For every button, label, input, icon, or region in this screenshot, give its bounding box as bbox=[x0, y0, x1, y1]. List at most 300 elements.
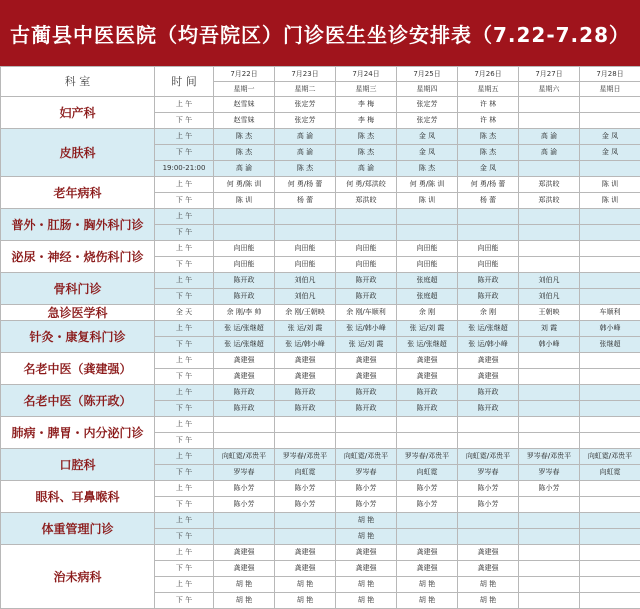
doctor-cell bbox=[397, 209, 458, 225]
session-time: 上 午 bbox=[155, 545, 214, 561]
session-time: 下 午 bbox=[155, 529, 214, 545]
doctor-cell: 陈小芳 bbox=[214, 481, 275, 497]
doctor-cell: 余 刚/李 帅 bbox=[214, 305, 275, 321]
weekday-header: 星期四 bbox=[397, 82, 458, 97]
doctor-cell bbox=[519, 353, 580, 369]
table-row bbox=[1, 241, 640, 257]
doctor-cell: 龚建强 bbox=[397, 561, 458, 577]
doctor-cell bbox=[580, 545, 640, 561]
doctor-cell bbox=[519, 241, 580, 257]
doctor-cell: 韩小峰 bbox=[580, 321, 640, 337]
doctor-cell: 龚建强 bbox=[214, 561, 275, 577]
doctor-cell: 李 梅 bbox=[336, 113, 397, 129]
doctor-cell: 何 勇/杨 蕾 bbox=[458, 177, 519, 193]
doctor-cell: 陈小芳 bbox=[397, 497, 458, 513]
doctor-cell: 赵雪妹 bbox=[214, 113, 275, 129]
doctor-cell bbox=[519, 385, 580, 401]
doctor-cell: 胡 艳 bbox=[397, 577, 458, 593]
doctor-cell bbox=[580, 513, 640, 529]
doctor-cell: 向田能 bbox=[275, 241, 336, 257]
session-time: 全 天 bbox=[155, 305, 214, 321]
doctor-cell: 陈小芳 bbox=[336, 497, 397, 513]
date-header: 7月28日 bbox=[580, 67, 640, 82]
date-header: 7月22日 bbox=[214, 67, 275, 82]
doctor-cell bbox=[580, 497, 640, 513]
doctor-cell: 向田能 bbox=[336, 257, 397, 273]
table-row bbox=[1, 417, 640, 433]
doctor-cell bbox=[580, 577, 640, 593]
doctor-cell: 刘伯凡 bbox=[275, 273, 336, 289]
doctor-cell bbox=[458, 417, 519, 433]
doctor-cell bbox=[275, 433, 336, 449]
session-time: 上 午 bbox=[155, 449, 214, 465]
doctor-cell: 金 凤 bbox=[397, 129, 458, 145]
doctor-cell: 龚建强 bbox=[214, 545, 275, 561]
doctor-cell: 向虹霓/邓贵平 bbox=[214, 449, 275, 465]
doctor-cell bbox=[214, 209, 275, 225]
doctor-cell: 胡 艳 bbox=[458, 593, 519, 609]
doctor-cell: 张定芳 bbox=[275, 113, 336, 129]
doctor-cell: 余 刚 bbox=[397, 305, 458, 321]
doctor-cell: 郑洪皎 bbox=[519, 193, 580, 209]
doctor-cell: 向虹霓/邓贵平 bbox=[580, 449, 640, 465]
doctor-cell: 龚建强 bbox=[336, 369, 397, 385]
doctor-cell bbox=[519, 577, 580, 593]
doctor-cell: 龚建强 bbox=[214, 353, 275, 369]
session-time: 下 午 bbox=[155, 337, 214, 353]
doctor-cell: 陈开政 bbox=[336, 385, 397, 401]
doctor-cell: 余 刚/车顺利 bbox=[336, 305, 397, 321]
session-time: 上 午 bbox=[155, 385, 214, 401]
table-row bbox=[1, 545, 640, 561]
date-header: 7月27日 bbox=[519, 67, 580, 82]
session-time: 下 午 bbox=[155, 497, 214, 513]
doctor-cell: 何 勇/陈 训 bbox=[214, 177, 275, 193]
doctor-cell bbox=[580, 161, 640, 177]
doctor-cell bbox=[580, 273, 640, 289]
department-name: 急诊医学科 bbox=[1, 305, 155, 321]
doctor-cell: 龚建强 bbox=[214, 369, 275, 385]
doctor-cell bbox=[519, 497, 580, 513]
doctor-cell: 何 勇/陈 训 bbox=[397, 177, 458, 193]
session-time: 上 午 bbox=[155, 481, 214, 497]
doctor-cell: 罗岑春 bbox=[458, 465, 519, 481]
doctor-cell: 向田能 bbox=[397, 257, 458, 273]
doctor-cell bbox=[519, 561, 580, 577]
doctor-cell: 张 运/韩小峰 bbox=[275, 337, 336, 353]
doctor-cell: 陈开政 bbox=[458, 401, 519, 417]
department-name: 治未病科 bbox=[1, 545, 155, 609]
doctor-cell: 龚建强 bbox=[275, 545, 336, 561]
doctor-cell: 张 运/张继超 bbox=[458, 321, 519, 337]
doctor-cell: 张 运/刘 霞 bbox=[275, 321, 336, 337]
doctor-cell bbox=[214, 513, 275, 529]
date-header: 7月25日 bbox=[397, 67, 458, 82]
session-time: 上 午 bbox=[155, 177, 214, 193]
doctor-cell: 龚建强 bbox=[397, 353, 458, 369]
doctor-cell: 陈 训 bbox=[397, 193, 458, 209]
dept-column-header: 科 室 bbox=[1, 67, 155, 97]
weekday-header: 星期六 bbox=[519, 82, 580, 97]
doctor-cell bbox=[458, 513, 519, 529]
doctor-cell: 罗岑春 bbox=[519, 465, 580, 481]
doctor-cell bbox=[519, 417, 580, 433]
doctor-cell: 龚建强 bbox=[336, 545, 397, 561]
session-time: 下 午 bbox=[155, 113, 214, 129]
doctor-cell: 陈小芳 bbox=[458, 481, 519, 497]
session-time: 下 午 bbox=[155, 401, 214, 417]
session-time: 19:00-21:00 bbox=[155, 161, 214, 177]
doctor-cell: 向虹霓 bbox=[580, 465, 640, 481]
doctor-cell: 金 凤 bbox=[580, 129, 640, 145]
doctor-cell: 刘 霞 bbox=[519, 321, 580, 337]
doctor-cell bbox=[580, 97, 640, 113]
doctor-cell: 陈 杰 bbox=[336, 129, 397, 145]
doctor-cell: 张 运/张继超 bbox=[397, 337, 458, 353]
doctor-cell: 张定芳 bbox=[397, 113, 458, 129]
session-time: 上 午 bbox=[155, 321, 214, 337]
doctor-cell: 张 运/刘 霞 bbox=[336, 337, 397, 353]
doctor-cell bbox=[397, 529, 458, 545]
department-name: 肺病・脾胃・内分泌门诊 bbox=[1, 417, 155, 449]
doctor-cell: 陈开政 bbox=[397, 401, 458, 417]
doctor-cell: 陈小芳 bbox=[519, 481, 580, 497]
doctor-cell bbox=[519, 225, 580, 241]
doctor-cell: 陈 杰 bbox=[458, 129, 519, 145]
doctor-cell: 向田能 bbox=[275, 257, 336, 273]
doctor-cell: 陈小芳 bbox=[275, 481, 336, 497]
doctor-cell: 龚建强 bbox=[458, 353, 519, 369]
session-time: 上 午 bbox=[155, 577, 214, 593]
date-header: 7月23日 bbox=[275, 67, 336, 82]
doctor-cell: 郑洪皎 bbox=[519, 177, 580, 193]
doctor-cell bbox=[580, 257, 640, 273]
doctor-cell bbox=[336, 225, 397, 241]
department-name: 名老中医（陈开政） bbox=[1, 385, 155, 417]
doctor-cell: 高 渝 bbox=[519, 145, 580, 161]
doctor-cell: 郑洪皎 bbox=[336, 193, 397, 209]
doctor-cell bbox=[336, 433, 397, 449]
doctor-cell: 胡 艳 bbox=[214, 593, 275, 609]
doctor-cell bbox=[336, 417, 397, 433]
doctor-cell: 陈 杰 bbox=[214, 129, 275, 145]
doctor-cell: 向田能 bbox=[397, 241, 458, 257]
table-row bbox=[1, 209, 640, 225]
doctor-cell bbox=[458, 529, 519, 545]
doctor-cell bbox=[275, 513, 336, 529]
doctor-cell: 高 渝 bbox=[336, 161, 397, 177]
doctor-cell bbox=[214, 433, 275, 449]
doctor-cell bbox=[580, 225, 640, 241]
weekday-header: 星期一 bbox=[214, 82, 275, 97]
doctor-cell: 张 运/韩小峰 bbox=[336, 321, 397, 337]
doctor-cell: 龚建强 bbox=[397, 545, 458, 561]
doctor-cell: 胡 艳 bbox=[336, 529, 397, 545]
doctor-cell bbox=[275, 209, 336, 225]
doctor-cell: 龚建强 bbox=[275, 561, 336, 577]
doctor-cell: 向田能 bbox=[214, 257, 275, 273]
department-name: 体重管理门诊 bbox=[1, 513, 155, 545]
doctor-cell: 陈开政 bbox=[275, 401, 336, 417]
schedule-table bbox=[0, 66, 640, 609]
session-time: 上 午 bbox=[155, 417, 214, 433]
doctor-cell: 陈 杰 bbox=[336, 145, 397, 161]
date-header: 7月24日 bbox=[336, 67, 397, 82]
doctor-cell bbox=[397, 417, 458, 433]
page-title: 古蔺县中医医院（均吾院区）门诊医生坐诊安排表（7.22-7.28） bbox=[0, 0, 640, 66]
doctor-cell: 张庭超 bbox=[397, 273, 458, 289]
doctor-cell: 向田能 bbox=[458, 241, 519, 257]
doctor-cell bbox=[580, 385, 640, 401]
department-name: 名老中医（龚建强） bbox=[1, 353, 155, 385]
doctor-cell: 向虹霓/邓贵平 bbox=[458, 449, 519, 465]
session-time: 上 午 bbox=[155, 513, 214, 529]
table-row bbox=[1, 273, 640, 289]
doctor-cell: 陈开政 bbox=[275, 385, 336, 401]
doctor-cell: 金 凤 bbox=[397, 145, 458, 161]
doctor-cell: 陈小芳 bbox=[397, 481, 458, 497]
doctor-cell: 杨 蕾 bbox=[458, 193, 519, 209]
doctor-cell bbox=[458, 433, 519, 449]
doctor-cell bbox=[458, 225, 519, 241]
doctor-cell: 刘伯凡 bbox=[519, 289, 580, 305]
doctor-cell bbox=[275, 225, 336, 241]
time-column-header: 时 间 bbox=[155, 67, 214, 97]
session-time: 上 午 bbox=[155, 241, 214, 257]
doctor-cell bbox=[519, 113, 580, 129]
doctor-cell: 何 勇/杨 蕾 bbox=[275, 177, 336, 193]
department-name: 妇产科 bbox=[1, 97, 155, 129]
doctor-cell: 韩小峰 bbox=[519, 337, 580, 353]
doctor-cell: 金 凤 bbox=[580, 145, 640, 161]
table-row bbox=[1, 481, 640, 497]
doctor-cell: 陈开政 bbox=[214, 273, 275, 289]
doctor-cell: 张继超 bbox=[580, 337, 640, 353]
session-time: 下 午 bbox=[155, 289, 214, 305]
weekday-header: 星期五 bbox=[458, 82, 519, 97]
doctor-cell: 向田能 bbox=[458, 257, 519, 273]
doctor-cell bbox=[458, 209, 519, 225]
doctor-cell bbox=[519, 401, 580, 417]
doctor-cell bbox=[214, 529, 275, 545]
doctor-cell: 罗岑春/邓贵平 bbox=[275, 449, 336, 465]
table-row bbox=[1, 513, 640, 529]
doctor-cell bbox=[519, 433, 580, 449]
doctor-cell: 刘伯凡 bbox=[519, 273, 580, 289]
session-time: 下 午 bbox=[155, 433, 214, 449]
doctor-cell bbox=[336, 209, 397, 225]
table-row bbox=[1, 321, 640, 337]
doctor-cell: 罗岑春/邓贵平 bbox=[397, 449, 458, 465]
doctor-cell: 胡 艳 bbox=[336, 577, 397, 593]
doctor-cell: 向田能 bbox=[336, 241, 397, 257]
doctor-cell: 余 刚/王朝映 bbox=[275, 305, 336, 321]
doctor-cell bbox=[519, 97, 580, 113]
doctor-cell: 龚建强 bbox=[336, 353, 397, 369]
doctor-cell: 龚建强 bbox=[458, 561, 519, 577]
doctor-cell bbox=[580, 433, 640, 449]
department-name: 泌尿・神经・烧伤科门诊 bbox=[1, 241, 155, 273]
doctor-cell: 陈开政 bbox=[397, 385, 458, 401]
doctor-cell: 杨 蕾 bbox=[275, 193, 336, 209]
session-time: 下 午 bbox=[155, 561, 214, 577]
session-time: 上 午 bbox=[155, 353, 214, 369]
session-time: 下 午 bbox=[155, 225, 214, 241]
doctor-cell: 陈开政 bbox=[214, 401, 275, 417]
table-row bbox=[1, 305, 640, 321]
doctor-cell: 陈 杰 bbox=[275, 161, 336, 177]
doctor-cell: 向田能 bbox=[214, 241, 275, 257]
doctor-cell: 向虹霓 bbox=[275, 465, 336, 481]
table-row bbox=[1, 97, 640, 113]
doctor-cell: 高 渝 bbox=[214, 161, 275, 177]
doctor-cell: 陈 训 bbox=[580, 193, 640, 209]
doctor-cell: 龚建强 bbox=[275, 353, 336, 369]
doctor-cell: 陈 杰 bbox=[458, 145, 519, 161]
doctor-cell: 陈 杰 bbox=[214, 145, 275, 161]
doctor-cell: 胡 艳 bbox=[336, 593, 397, 609]
doctor-cell: 张 运/韩小峰 bbox=[458, 337, 519, 353]
doctor-cell: 许 林 bbox=[458, 97, 519, 113]
doctor-cell bbox=[214, 417, 275, 433]
session-time: 下 午 bbox=[155, 593, 214, 609]
session-time: 上 午 bbox=[155, 97, 214, 113]
doctor-cell bbox=[519, 545, 580, 561]
doctor-cell: 陈开政 bbox=[214, 385, 275, 401]
session-time: 上 午 bbox=[155, 273, 214, 289]
doctor-cell: 向虹霓/邓贵平 bbox=[336, 449, 397, 465]
doctor-cell: 胡 艳 bbox=[336, 513, 397, 529]
doctor-cell: 胡 艳 bbox=[458, 577, 519, 593]
doctor-cell: 车顺利 bbox=[580, 305, 640, 321]
doctor-cell: 龚建强 bbox=[458, 545, 519, 561]
doctor-cell bbox=[580, 113, 640, 129]
doctor-cell: 陈开政 bbox=[336, 273, 397, 289]
doctor-cell bbox=[397, 513, 458, 529]
weekday-header: 星期二 bbox=[275, 82, 336, 97]
department-name: 针灸・康复科门诊 bbox=[1, 321, 155, 353]
doctor-cell: 何 勇/郑洪皎 bbox=[336, 177, 397, 193]
department-name: 骨科门诊 bbox=[1, 273, 155, 305]
session-time: 下 午 bbox=[155, 257, 214, 273]
doctor-cell: 陈开政 bbox=[458, 385, 519, 401]
doctor-cell: 陈小芳 bbox=[275, 497, 336, 513]
doctor-cell: 龚建强 bbox=[275, 369, 336, 385]
doctor-cell bbox=[580, 593, 640, 609]
table-row bbox=[1, 177, 640, 193]
session-time: 下 午 bbox=[155, 465, 214, 481]
header-row-dates bbox=[1, 67, 640, 82]
doctor-cell: 陈小芳 bbox=[214, 497, 275, 513]
doctor-cell bbox=[580, 369, 640, 385]
doctor-cell: 赵雪妹 bbox=[214, 97, 275, 113]
session-time: 下 午 bbox=[155, 145, 214, 161]
doctor-cell: 王朝映 bbox=[519, 305, 580, 321]
doctor-cell: 张 运/张继超 bbox=[214, 337, 275, 353]
date-header: 7月26日 bbox=[458, 67, 519, 82]
session-time: 下 午 bbox=[155, 369, 214, 385]
doctor-cell: 高 渝 bbox=[275, 129, 336, 145]
doctor-cell bbox=[397, 433, 458, 449]
doctor-cell: 陈小芳 bbox=[336, 481, 397, 497]
doctor-cell bbox=[519, 529, 580, 545]
doctor-cell: 罗岑春 bbox=[214, 465, 275, 481]
doctor-cell: 胡 艳 bbox=[275, 593, 336, 609]
doctor-cell bbox=[580, 241, 640, 257]
doctor-cell: 高 渝 bbox=[275, 145, 336, 161]
doctor-cell bbox=[519, 593, 580, 609]
doctor-cell: 罗岑春/邓贵平 bbox=[519, 449, 580, 465]
doctor-cell: 张庭超 bbox=[397, 289, 458, 305]
doctor-cell: 李 梅 bbox=[336, 97, 397, 113]
doctor-cell bbox=[580, 353, 640, 369]
doctor-cell: 胡 艳 bbox=[214, 577, 275, 593]
doctor-cell: 金 凤 bbox=[458, 161, 519, 177]
table-row bbox=[1, 353, 640, 369]
doctor-cell: 陈开政 bbox=[214, 289, 275, 305]
weekday-header: 星期三 bbox=[336, 82, 397, 97]
doctor-cell: 龚建强 bbox=[458, 369, 519, 385]
doctor-cell: 高 渝 bbox=[519, 129, 580, 145]
department-name: 口腔科 bbox=[1, 449, 155, 481]
doctor-cell: 张 运/刘 霞 bbox=[397, 321, 458, 337]
doctor-cell: 胡 艳 bbox=[275, 577, 336, 593]
table-row bbox=[1, 385, 640, 401]
doctor-cell: 龚建强 bbox=[336, 561, 397, 577]
doctor-cell: 张定芳 bbox=[275, 97, 336, 113]
doctor-cell: 余 刚 bbox=[458, 305, 519, 321]
doctor-cell: 张 运/张继超 bbox=[214, 321, 275, 337]
department-name: 眼科、耳鼻喉科 bbox=[1, 481, 155, 513]
table-row bbox=[1, 449, 640, 465]
department-name: 普外・肛肠・胸外科门诊 bbox=[1, 209, 155, 241]
doctor-cell bbox=[275, 529, 336, 545]
doctor-cell bbox=[580, 561, 640, 577]
doctor-cell: 罗岑春 bbox=[336, 465, 397, 481]
department-name: 皮肤科 bbox=[1, 129, 155, 177]
doctor-cell bbox=[580, 417, 640, 433]
doctor-cell: 胡 艳 bbox=[397, 593, 458, 609]
doctor-cell bbox=[519, 513, 580, 529]
doctor-cell: 陈 杰 bbox=[397, 161, 458, 177]
weekday-header: 星期日 bbox=[580, 82, 640, 97]
doctor-cell bbox=[519, 257, 580, 273]
doctor-cell bbox=[397, 225, 458, 241]
doctor-cell: 陈 训 bbox=[580, 177, 640, 193]
doctor-cell: 向虹霓 bbox=[397, 465, 458, 481]
doctor-cell bbox=[580, 289, 640, 305]
doctor-cell: 许 林 bbox=[458, 113, 519, 129]
doctor-cell bbox=[580, 209, 640, 225]
session-time: 下 午 bbox=[155, 193, 214, 209]
doctor-cell: 陈开政 bbox=[458, 289, 519, 305]
doctor-cell bbox=[580, 481, 640, 497]
doctor-cell bbox=[519, 209, 580, 225]
session-time: 上 午 bbox=[155, 129, 214, 145]
doctor-cell: 陈开政 bbox=[458, 273, 519, 289]
table-row bbox=[1, 129, 640, 145]
doctor-cell bbox=[519, 161, 580, 177]
doctor-cell bbox=[214, 225, 275, 241]
doctor-cell bbox=[275, 417, 336, 433]
doctor-cell: 陈开政 bbox=[336, 401, 397, 417]
department-name: 老年病科 bbox=[1, 177, 155, 209]
doctor-cell: 刘伯凡 bbox=[275, 289, 336, 305]
doctor-cell bbox=[580, 529, 640, 545]
doctor-cell: 龚建强 bbox=[397, 369, 458, 385]
doctor-cell: 陈 训 bbox=[214, 193, 275, 209]
doctor-cell: 陈开政 bbox=[336, 289, 397, 305]
